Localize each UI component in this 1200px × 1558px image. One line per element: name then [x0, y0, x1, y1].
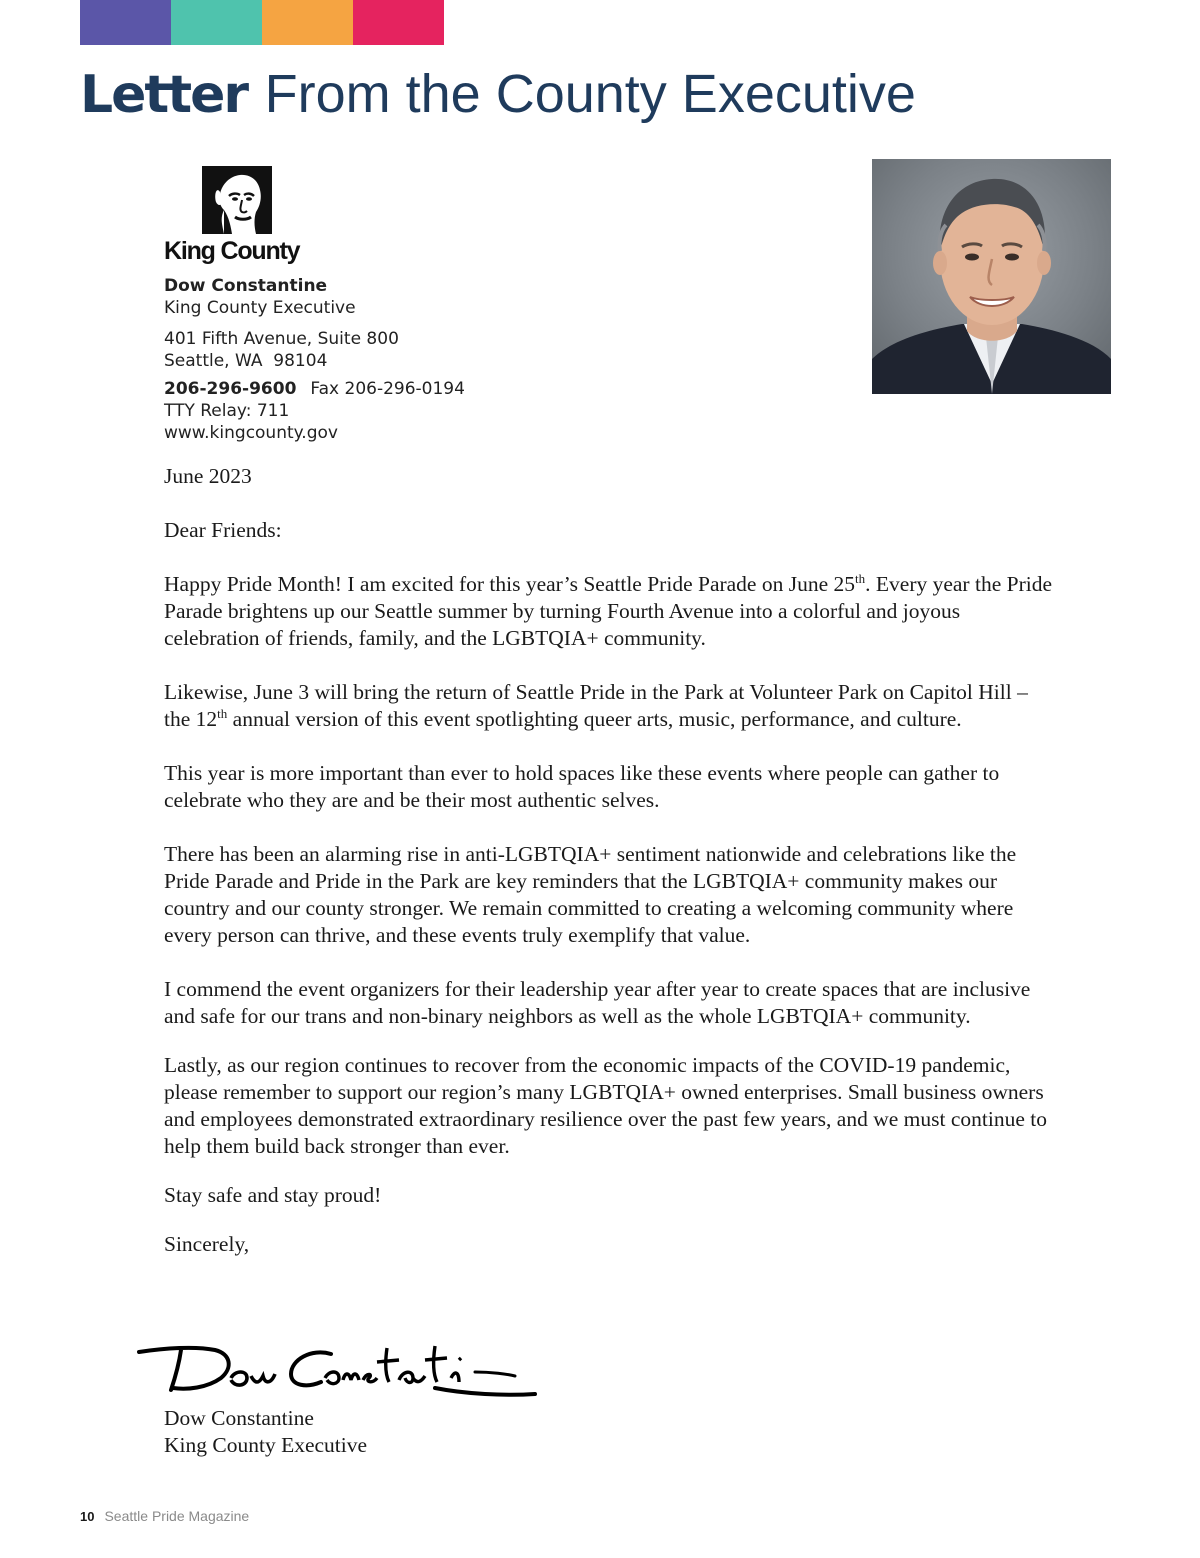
color-stripe-pink — [353, 0, 444, 45]
letter-paragraph-6: Lastly, as our region continues to recover from the economic impacts of the COVID-19 pandemic, please remember to support our region’s many LGBTQIA+ owned enterprises. Small business owners and employees demonstrated extraordinary resilience over the past few years, and we must continue to help them build back stronger than ever. — [164, 1053, 1047, 1158]
letter-paragraph-4: There has been an alarming rise in anti-LGBTQIA+ sentiment nationwide and celebrations like the Pride Parade and Pride in the Park are key reminders that the LGBTQIA+ community makes our country and our county stronger. We remain committed to creating a welcoming community where every person can thrive, and these events truly exemplify that value. — [164, 842, 1017, 947]
king-county-wordmark: King County — [164, 237, 300, 265]
letter-paragraph-2: Likewise, June 3 will bring the return of Seattle Pride in the Park at Volunteer Park on Capitol Hill – the 12th annual version of this event spotlighting queer arts, music, performance, and culture. — [164, 680, 1028, 731]
address-line-1: 401 Fifth Avenue, Suite 800 — [164, 329, 399, 349]
executive-portrait-photo — [872, 159, 1111, 394]
letter-paragraph-3: This year is more important than ever to hold spaces like these events where people can gather to celebrate who they are and be their most authentic selves. — [164, 761, 1000, 812]
phone-number: 206-296-9600 — [164, 379, 297, 399]
signer-title: King County Executive — [164, 1433, 368, 1457]
address-line-2: Seattle, WA 98104 — [164, 351, 328, 371]
color-stripe-teal — [171, 0, 262, 45]
website-link[interactable]: www.kingcounty.gov — [164, 423, 338, 443]
letter-closing: Sincerely, — [164, 1232, 250, 1256]
signer-block — [164, 1405, 367, 1459]
handwritten-signature — [135, 1338, 545, 1402]
contact-title: King County Executive — [164, 298, 356, 318]
phone-fax-line — [164, 378, 465, 400]
letter-body — [164, 463, 1054, 1258]
portrait-illustration — [872, 159, 1111, 394]
signer-name: Dow Constantine — [164, 1406, 314, 1430]
letterhead-contact-block — [164, 275, 465, 444]
letter-salutation: Dear Friends: — [164, 518, 282, 542]
color-stripe-bar — [80, 0, 444, 45]
publication-name: Seattle Pride Magazine — [104, 1508, 250, 1524]
page-title-bold: Letter — [80, 65, 248, 125]
martin-luther-king-portrait-logo-icon — [202, 166, 272, 234]
letter-date: June 2023 — [164, 464, 252, 488]
page-title-light: From the County Executive — [264, 64, 916, 124]
letter-paragraph-1: Happy Pride Month! I am excited for this year’s Seattle Pride Parade on June 25th. Every year the Pride Parade brightens up our Seattle summer by turning Fourth Avenue into a colorful and joyous celebration of friends, family, and the LGBTQIA+ community. — [164, 570, 1052, 650]
king-county-logo — [164, 166, 314, 266]
color-stripe-orange — [262, 0, 353, 45]
page-number: 10 — [80, 1509, 95, 1524]
letter-paragraph-5: I commend the event organizers for their leadership year after year to create spaces that are inclusive and safe for our trans and non-binary neighbors as well as the whole LGBTQIA+ community. — [164, 977, 1031, 1028]
fax-number: Fax 206-296-0194 — [310, 379, 465, 399]
tty-relay: TTY Relay: 711 — [164, 401, 290, 421]
page-title — [80, 62, 916, 127]
color-stripe-purple — [80, 0, 171, 45]
page-footer — [80, 1508, 249, 1524]
letter-paragraph-7: Stay safe and stay proud! — [164, 1183, 382, 1207]
contact-name: Dow Constantine — [164, 276, 328, 296]
